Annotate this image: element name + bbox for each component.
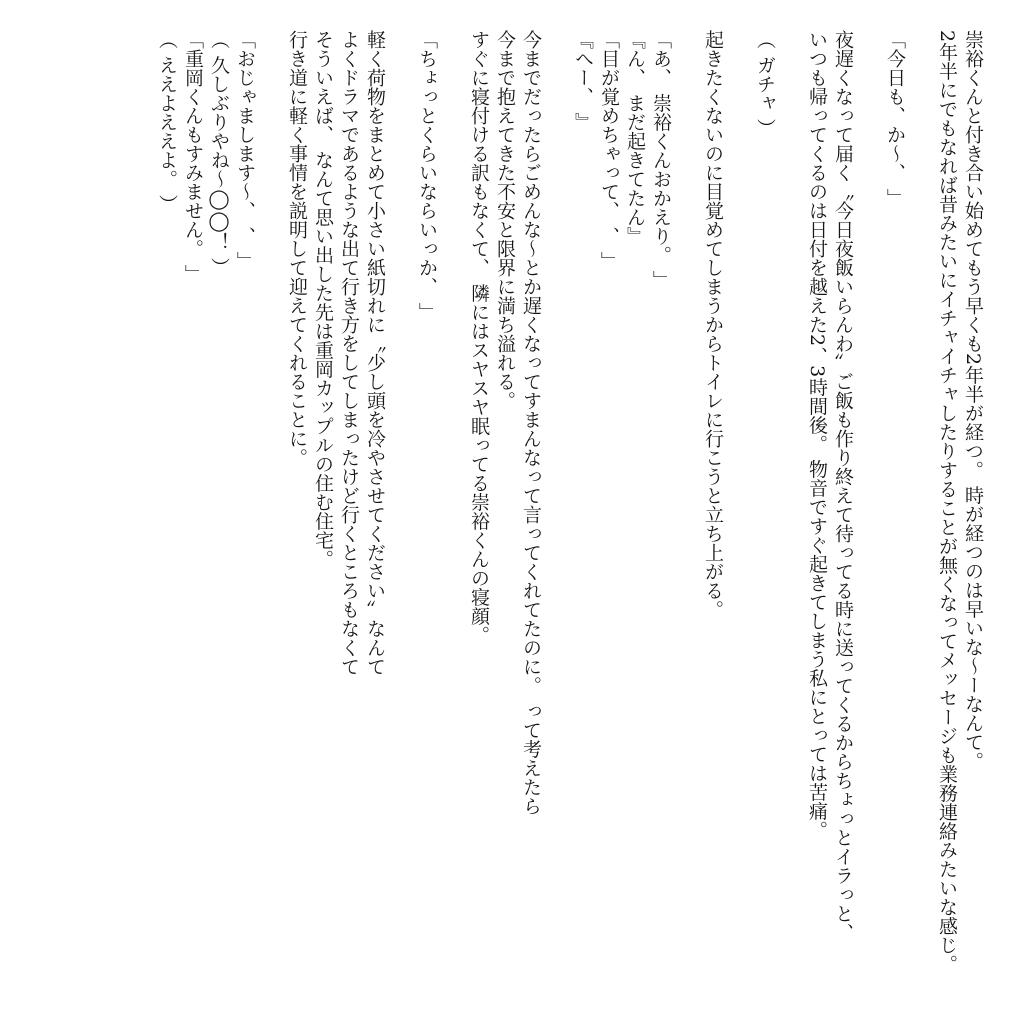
- text-line: 軽く荷物をまとめて小さい紙切れに〝少し頭を冷やさせてください〟なんて: [364, 30, 386, 676]
- text-line: （ ガチャ ）: [754, 30, 776, 138]
- text-line: [674, 30, 700, 1010]
- text-line: 行き道に軽く事情を説明して迎えてくれることに。: [286, 30, 308, 467]
- text-line: [440, 30, 466, 1010]
- text-line: よくドラマであるような出て行き方をしてしまったけど行くところもなくて: [338, 30, 360, 676]
- text-line: 崇裕くんと付き合い始めてもう早くも2年半が経つ。 時が経つのは早いな〜ーなんて。: [962, 30, 984, 771]
- text-line: 『ん、 まだ起きてたん』: [624, 30, 646, 246]
- text-line: 「あ、 崇裕くんおかえり。 」: [650, 30, 672, 290]
- text-line: [856, 30, 882, 1010]
- text-line: 2年半にでもなれば昔みたいにイチャイチャしたりすることが無くなってメッセージも業務連絡みたいな感じ。: [936, 30, 958, 974]
- text-line: 「おじゃまします〜、 、 」: [234, 30, 256, 271]
- text-line: 「重岡くんもすみません。 」: [182, 30, 204, 284]
- text-line: 「今日も、か〜、 」: [884, 30, 906, 208]
- text-line: [726, 30, 752, 1010]
- text-line: 今まで抱えてきた不安と限界に満ち溢れる。: [494, 30, 516, 410]
- text-line: 「目が覚めちゃって、 、 」: [598, 30, 620, 271]
- text-line: 「ちょっとくらいならいっか、 」: [416, 30, 438, 322]
- text-line: [778, 30, 804, 1010]
- text-line: 今までだったらごめんな〜とか遅くなってすまんなって言ってくれてたのに。 って考えたら: [520, 30, 542, 816]
- text-line: （ 久しぶりやね〜◯◯！ ）: [208, 30, 230, 277]
- text-line: [388, 30, 414, 1010]
- text-line: そういえば、 なんて思い出した先は重岡カップルの住む住宅。: [312, 30, 334, 569]
- text-line: [258, 30, 284, 1010]
- text-line: [908, 30, 934, 1010]
- text-line: 『へー、 』: [572, 30, 594, 132]
- text-line: 夜遅くなって届く〝今日夜飯いらんわ〟ご飯も作り終えて待ってる時に送ってくるからちょっとイラっと、: [832, 30, 854, 942]
- text-line: 起きたくないのに目覚めてしまうからトイレに行こうと立ち上がる。: [702, 30, 724, 619]
- text-line: [544, 30, 570, 1010]
- text-line: いつも帰ってくるのは日付を越えた2、3時間後。 物音ですぐ起きてしまう私にとっては苦痛。: [806, 30, 828, 840]
- text-line: すぐに寝付ける訳もなくて、 隣にはスヤスヤ眠ってる崇裕くんの寝顔。: [468, 30, 490, 645]
- text-line: （ ええよええよ。 ）: [156, 30, 178, 214]
